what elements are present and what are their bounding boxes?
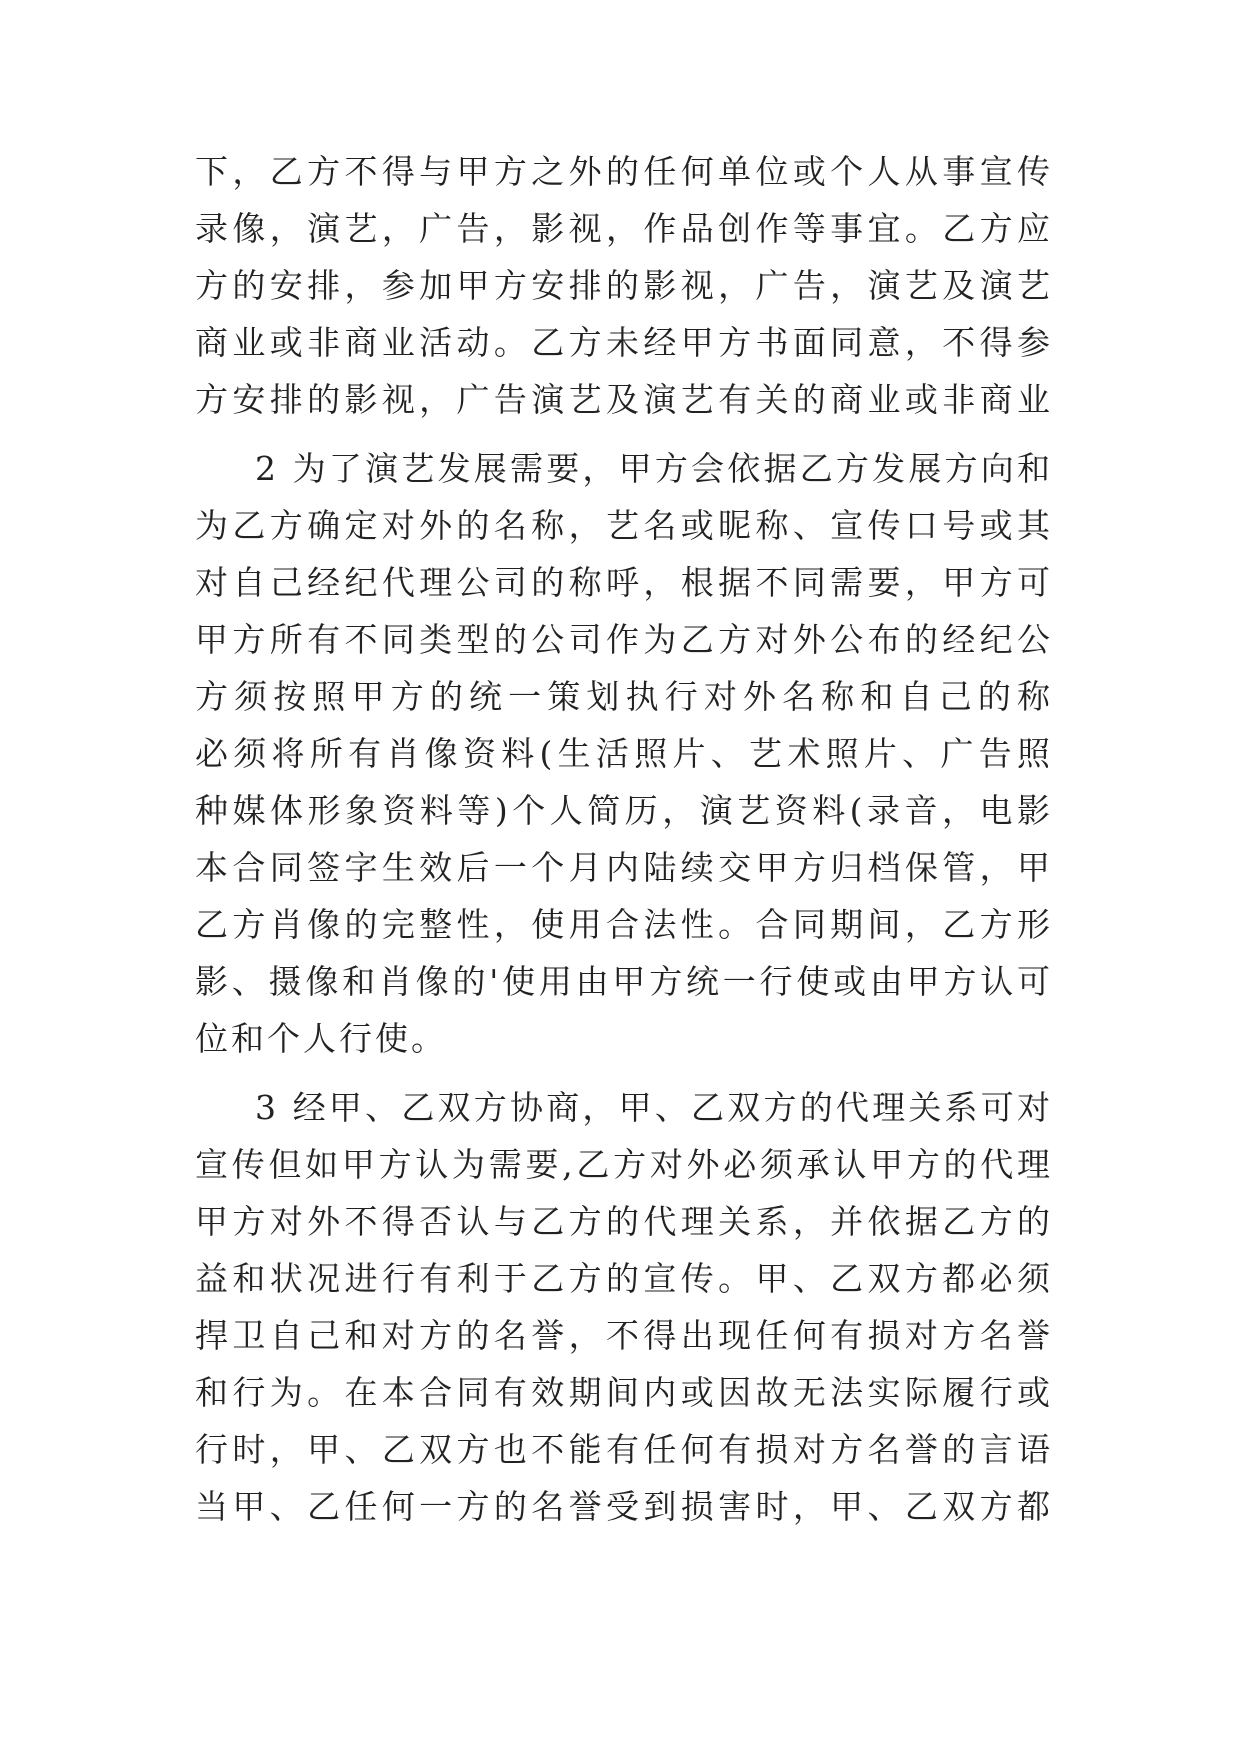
text-line-4: 商业或非商业活动。乙方未经甲方书面同意，不得参	[195, 323, 1053, 362]
text-line-18: 宣传但如甲方认为需要,乙方对外必须承认甲方的代理	[195, 1145, 1053, 1184]
text-line-21: 捍卫自己和对方的名誉，不得出现任何有损对方名誉	[195, 1316, 1053, 1355]
text-line-2: 录像，演艺，广告，影视，作品创作等事宜。乙方应	[195, 209, 1053, 248]
text-line-13: 本合同签字生效后一个月内陆续交甲方归档保管，甲	[195, 848, 1053, 887]
text-line-5: 方安排的影视，广告演艺及演艺有关的商业或非商业	[195, 380, 1053, 419]
text-line-15: 影、摄像和肖像的'使用由甲方统一行使或由甲方认可	[195, 962, 1053, 1001]
text-line-23: 行时，甲、乙双方也不能有任何有损对方名誉的言语	[195, 1430, 1053, 1469]
text-line-16: 位和个人行使。	[195, 1019, 447, 1058]
text-line-1: 下，乙方不得与甲方之外的任何单位或个人从事宣传	[195, 152, 1053, 191]
text-line-22: 和行为。在本合同有效期间内或因故无法实际履行或	[195, 1373, 1053, 1412]
text-line-9: 甲方所有不同类型的公司作为乙方对外公布的经纪公	[195, 620, 1053, 659]
text-line-10: 方须按照甲方的统一策划执行对外名称和自己的称	[195, 677, 1053, 716]
text-line-7: 为乙方确定对外的名称，艺名或昵称、宣传口号或其	[195, 506, 1053, 545]
text-line-20: 益和状况进行有利于乙方的宣传。甲、乙双方都必须	[195, 1259, 1053, 1298]
text-line-3: 方的安排，参加甲方安排的影视，广告，演艺及演艺	[195, 266, 1053, 305]
text-line-8: 对自己经纪代理公司的称呼，根据不同需要，甲方可	[195, 563, 1053, 602]
text-line-11: 必须将所有肖像资料(生活照片、艺术照片、广告照	[195, 734, 1053, 773]
text-line-24: 当甲、乙任何一方的名誉受到损害时，甲、乙双方都	[195, 1487, 1053, 1526]
text-line-14: 乙方肖像的完整性，使用合法性。合同期间，乙方形	[195, 905, 1053, 944]
text-line-12: 种媒体形象资料等)个人简历，演艺资料(录音，电影	[195, 791, 1053, 830]
paragraph-3-first-line: 3 经甲、乙双方协商，甲、乙双方的代理关系可对	[255, 1088, 1053, 1127]
paragraph-2-first-line: 2 为了演艺发展需要，甲方会依据乙方发展方向和	[255, 449, 1053, 488]
text-line-19: 甲方对外不得否认与乙方的代理关系，并依据乙方的	[195, 1202, 1053, 1241]
